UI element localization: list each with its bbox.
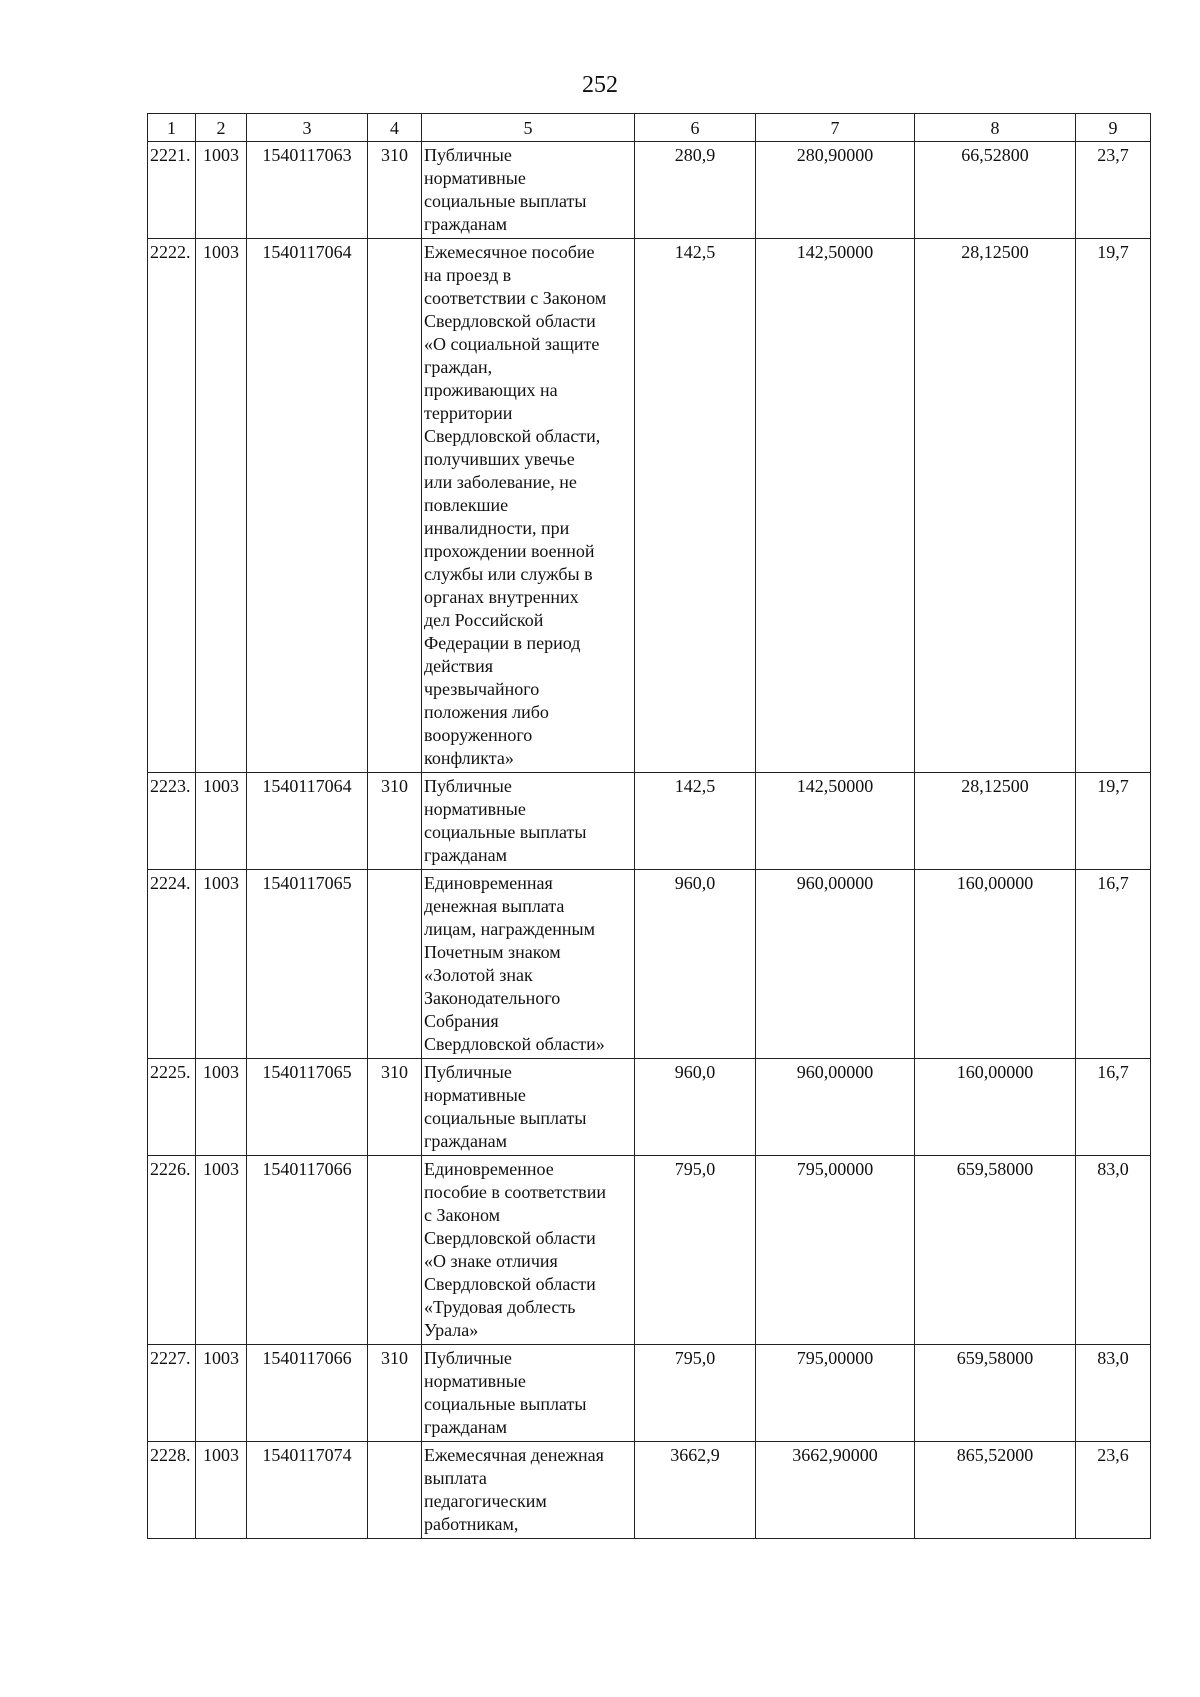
- item-name-line: действия: [424, 656, 494, 676]
- item-name-line: Федерации в период: [424, 633, 581, 653]
- target-code-cell: 1540117065: [247, 870, 368, 1059]
- table-row: [148, 870, 1151, 1059]
- value-col6-cell: 3662,9: [635, 1442, 756, 1539]
- item-name-cell: [422, 1442, 635, 1539]
- header-cell: 3: [247, 114, 368, 142]
- item-name-line: «О социальной защите: [424, 334, 600, 354]
- expense-type-cell: 310: [368, 1345, 422, 1442]
- item-name-line: Публичные: [424, 1348, 512, 1368]
- item-name-line: территории: [424, 403, 513, 423]
- item-name-line: нормативные: [424, 1371, 526, 1391]
- value-col7-cell: 3662,90000: [756, 1442, 915, 1539]
- item-name-line: Законодательного: [424, 988, 561, 1008]
- item-name-line: на проезд в: [424, 265, 512, 285]
- header-cell: 9: [1076, 114, 1151, 142]
- value-col6-cell: 280,9: [635, 142, 756, 239]
- item-name-line: инвалидности, при: [424, 518, 570, 538]
- section-code-cell: 1003: [196, 1059, 247, 1156]
- item-name-line: Ежемесячное пособие: [424, 242, 595, 262]
- target-code-cell: 1540117064: [247, 239, 368, 773]
- value-col9-cell: 83,0: [1076, 1345, 1151, 1442]
- section-code-cell: 1003: [196, 1156, 247, 1345]
- value-col8-cell: 865,52000: [915, 1442, 1076, 1539]
- item-name-line: гражданам: [424, 845, 507, 865]
- row-number-cell: 2224.: [148, 870, 196, 1059]
- item-name-cell: [422, 773, 635, 870]
- value-col7-cell: 142,50000: [756, 773, 915, 870]
- value-col6-cell: 960,0: [635, 870, 756, 1059]
- expense-type-cell: [368, 239, 422, 773]
- expense-type-cell: [368, 1156, 422, 1345]
- item-name-line: проживающих на: [424, 380, 558, 400]
- item-name-line: нормативные: [424, 168, 526, 188]
- table-row: [148, 1156, 1151, 1345]
- page-number: 252: [582, 72, 618, 98]
- item-name-line: Публичные: [424, 145, 512, 165]
- section-code-cell: 1003: [196, 1345, 247, 1442]
- item-name-line: граждан,: [424, 357, 493, 377]
- item-name-line: органах внутренних: [424, 587, 579, 607]
- item-name-line: «Трудовая доблесть: [424, 1297, 576, 1317]
- value-col9-cell: 83,0: [1076, 1156, 1151, 1345]
- item-name-line: социальные выплаты: [424, 191, 587, 211]
- item-name-line: социальные выплаты: [424, 822, 587, 842]
- table-row: [148, 1059, 1151, 1156]
- target-code-cell: 1540117064: [247, 773, 368, 870]
- value-col8-cell: 659,58000: [915, 1345, 1076, 1442]
- expense-type-cell: 310: [368, 142, 422, 239]
- item-name-line: дел Российской: [424, 610, 544, 630]
- item-name-line: социальные выплаты: [424, 1394, 587, 1414]
- item-name-line: конфликта»: [424, 748, 514, 768]
- value-col9-cell: 19,7: [1076, 239, 1151, 773]
- target-code-cell: 1540117066: [247, 1345, 368, 1442]
- section-code-cell: 1003: [196, 142, 247, 239]
- value-col8-cell: 160,00000: [915, 870, 1076, 1059]
- item-name-line: Урала»: [424, 1320, 479, 1340]
- section-code-cell: 1003: [196, 870, 247, 1059]
- value-col6-cell: 142,5: [635, 239, 756, 773]
- value-col7-cell: 960,00000: [756, 1059, 915, 1156]
- item-name-cell: [422, 239, 635, 773]
- value-col8-cell: 659,58000: [915, 1156, 1076, 1345]
- value-col7-cell: 280,90000: [756, 142, 915, 239]
- item-name-line: Единовременное: [424, 1159, 554, 1179]
- item-name-line: Ежемесячная денежная: [424, 1445, 604, 1465]
- item-name-line: лицам, награжденным: [424, 919, 595, 939]
- item-name-line: положения либо: [424, 702, 549, 722]
- item-name-line: «О знаке отличия: [424, 1251, 558, 1271]
- target-code-cell: 1540117063: [247, 142, 368, 239]
- row-number-cell: 2228.: [148, 1442, 196, 1539]
- item-name-line: Публичные: [424, 1062, 512, 1082]
- value-col6-cell: 795,0: [635, 1345, 756, 1442]
- section-code-cell: 1003: [196, 773, 247, 870]
- row-number-cell: 2225.: [148, 1059, 196, 1156]
- item-name-line: Свердловской области: [424, 1228, 596, 1248]
- item-name-cell: [422, 1156, 635, 1345]
- table-row: [148, 773, 1151, 870]
- item-name-cell: [422, 1345, 635, 1442]
- value-col7-cell: 795,00000: [756, 1156, 915, 1345]
- value-col9-cell: 23,7: [1076, 142, 1151, 239]
- target-code-cell: 1540117065: [247, 1059, 368, 1156]
- table-row: [148, 142, 1151, 239]
- item-name-cell: [422, 142, 635, 239]
- header-cell: 5: [422, 114, 635, 142]
- item-name-line: получивших увечье: [424, 449, 575, 469]
- row-number-cell: 2222.: [148, 239, 196, 773]
- budget-table: [147, 113, 1151, 1539]
- value-col6-cell: 795,0: [635, 1156, 756, 1345]
- item-name-cell: [422, 1059, 635, 1156]
- header-cell: 1: [148, 114, 196, 142]
- item-name-line: работникам,: [424, 1514, 519, 1534]
- table-body: [148, 142, 1151, 1539]
- header-cell: 8: [915, 114, 1076, 142]
- item-name-line: с Законом: [424, 1205, 501, 1225]
- value-col8-cell: 28,12500: [915, 773, 1076, 870]
- value-col8-cell: 160,00000: [915, 1059, 1076, 1156]
- header-cell: 4: [368, 114, 422, 142]
- item-name-line: Свердловской области»: [424, 1034, 605, 1054]
- item-name-line: Свердловской области: [424, 311, 596, 331]
- item-name-line: чрезвычайного: [424, 679, 540, 699]
- row-number-cell: 2221.: [148, 142, 196, 239]
- value-col9-cell: 16,7: [1076, 1059, 1151, 1156]
- item-name-line: Почетным знаком: [424, 942, 561, 962]
- expense-type-cell: 310: [368, 773, 422, 870]
- item-name-line: социальные выплаты: [424, 1108, 587, 1128]
- header-cell: 6: [635, 114, 756, 142]
- item-name-line: Единовременная: [424, 873, 553, 893]
- item-name-line: или заболевание, не: [424, 472, 577, 492]
- header-row: [148, 114, 1151, 142]
- item-name-line: пособие в соответствии: [424, 1182, 607, 1202]
- row-number-cell: 2226.: [148, 1156, 196, 1345]
- value-col8-cell: 28,12500: [915, 239, 1076, 773]
- item-name-line: Публичные: [424, 776, 512, 796]
- header-cell: 2: [196, 114, 247, 142]
- value-col9-cell: 23,6: [1076, 1442, 1151, 1539]
- item-name-line: Свердловской области: [424, 1274, 596, 1294]
- item-name-line: гражданам: [424, 1417, 507, 1437]
- table-row: [148, 1442, 1151, 1539]
- header-cell: 7: [756, 114, 915, 142]
- item-name-line: денежная выплата: [424, 896, 565, 916]
- value-col7-cell: 795,00000: [756, 1345, 915, 1442]
- value-col8-cell: 66,52800: [915, 142, 1076, 239]
- item-name-line: «Золотой знак: [424, 965, 533, 985]
- expense-type-cell: [368, 870, 422, 1059]
- value-col9-cell: 16,7: [1076, 870, 1151, 1059]
- target-code-cell: 1540117074: [247, 1442, 368, 1539]
- target-code-cell: 1540117066: [247, 1156, 368, 1345]
- table-row: [148, 1345, 1151, 1442]
- item-name-line: нормативные: [424, 799, 526, 819]
- item-name-line: повлекшие: [424, 495, 509, 515]
- value-col9-cell: 19,7: [1076, 773, 1151, 870]
- item-name-line: выплата: [424, 1468, 487, 1488]
- item-name-cell: [422, 870, 635, 1059]
- value-col6-cell: 142,5: [635, 773, 756, 870]
- item-name-line: Собрания: [424, 1011, 499, 1031]
- section-code-cell: 1003: [196, 1442, 247, 1539]
- value-col7-cell: 142,50000: [756, 239, 915, 773]
- row-number-cell: 2227.: [148, 1345, 196, 1442]
- expense-type-cell: 310: [368, 1059, 422, 1156]
- item-name-line: гражданам: [424, 214, 507, 234]
- table-row: [148, 239, 1151, 773]
- item-name-line: нормативные: [424, 1085, 526, 1105]
- item-name-line: службы или службы в: [424, 564, 593, 584]
- section-code-cell: 1003: [196, 239, 247, 773]
- item-name-line: соответствии с Законом: [424, 288, 607, 308]
- value-col6-cell: 960,0: [635, 1059, 756, 1156]
- item-name-line: Свердловской области,: [424, 426, 601, 446]
- item-name-line: прохождении военной: [424, 541, 595, 561]
- row-number-cell: 2223.: [148, 773, 196, 870]
- item-name-line: педагогическим: [424, 1491, 547, 1511]
- value-col7-cell: 960,00000: [756, 870, 915, 1059]
- expense-type-cell: [368, 1442, 422, 1539]
- item-name-line: гражданам: [424, 1131, 507, 1151]
- item-name-line: вооруженного: [424, 725, 533, 745]
